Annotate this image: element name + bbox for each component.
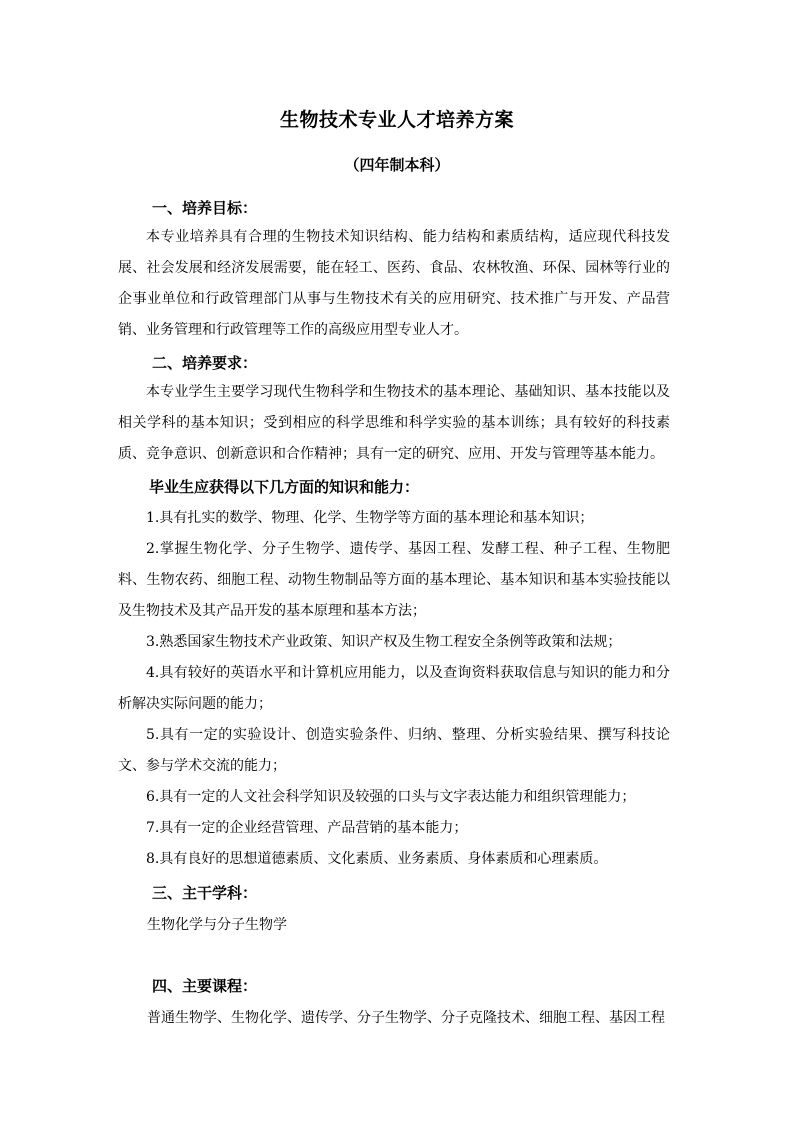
list-item: 7.具有一定的企业经营管理、产品营销的基本能力；	[146, 820, 468, 836]
list-item: 6.具有一定的人文社会科学知识及较强的口头与文字表达能力和组织管理能力；	[146, 789, 636, 805]
list-item: 4.具有较好的英语水平和计算机应用能力，以及查询资料获取信息与知识的能力和分析解决实际问题的能力；	[118, 665, 670, 712]
list-item: 1.具有扎实的数学、物理、化学、生物学等方面的基本理论和基本知识；	[146, 510, 594, 526]
section-heading-requirements: 二、培养要求：	[152, 354, 258, 372]
knowledge-subheading: 毕业生应获得以下几方面的知识和能力：	[149, 478, 420, 496]
list-item: 5.具有一定的实验设计、创造实验条件、归纳、整理、分析实验结果、撰写科技论文、参与学术交流的能力；	[118, 727, 670, 774]
list-item: 3.熟悉国家生物技术产业政策、知识产权及生物工程安全条例等政策和法规；	[146, 634, 622, 650]
list-item: 8.具有良好的思想道德素质、文化素质、业务素质、身体素质和心理素质。	[146, 851, 608, 867]
page-title: 生物技术专业人才培养方案	[279, 109, 514, 131]
section-heading-courses: 四、主要课程：	[152, 977, 258, 995]
page-subtitle: （四年制本科）	[344, 156, 450, 174]
section-body-requirements: 本专业学生主要学习现代生物科学和生物技术的基本理论、基础知识、基本技能以及相关学科的基本知识；受到相应的科学思维和科学实验的基本训练；具有较好的科技素质、竞争意识、创新意识和合作精神；具有一定的研究、应用、开发与管理等基本能力。	[118, 384, 670, 462]
section-body-disciplines: 生物化学与分子生物学	[147, 917, 287, 933]
section-body-goals: 本专业培养具有合理的生物技术知识结构、能力结构和素质结构，适应现代科技发展、社会发展和经济发展需要，能在轻工、医药、食品、农林牧渔、环保、园林等行业的企事业单位和行政管理部门从事与生物技术有关的应用研究、技术推广与开发、产品营销、业务管理和行政管理等工作的高级应用型专业人才。	[118, 229, 670, 338]
section-heading-goals: 一、培养目标：	[152, 199, 258, 217]
list-item: 2.掌握生物化学、分子生物学、遗传学、基因工程、发酵工程、种子工程、生物肥料、生物农药、细胞工程、动物生物制品等方面的基本理论、基本知识和基本实验技能以及生物技术及其产品开发的基本原理和基本方法；	[118, 541, 670, 619]
section-heading-disciplines: 三、主干学科：	[152, 884, 258, 902]
section-body-courses: 普通生物学、生物化学、遗传学、分子生物学、分子克隆技术、细胞工程、基因工程	[147, 1010, 665, 1026]
